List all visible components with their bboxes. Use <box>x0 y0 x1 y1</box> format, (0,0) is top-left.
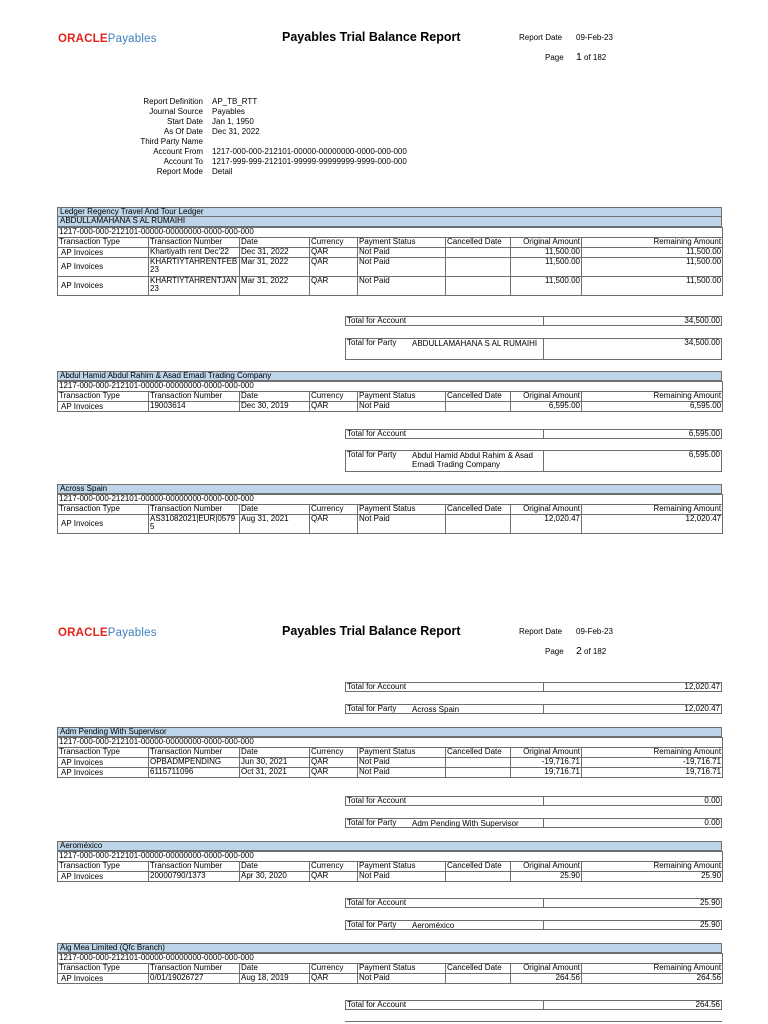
transactions-table <box>57 494 723 534</box>
total-for-account: Total for Account 25.90 <box>347 898 720 907</box>
page-number: 2 <box>576 645 582 657</box>
col-header: Date <box>240 238 310 248</box>
divider <box>543 705 544 713</box>
party-name: Aeroméxico <box>57 841 722 851</box>
col-header: Date <box>240 505 310 515</box>
party-name: Abdul Hamid Abdul Rahim & Asad Emadi Trading Company <box>57 371 722 381</box>
report-date-label: Report Date <box>519 627 563 636</box>
party-section <box>57 943 722 984</box>
table-row: AP Invoices 19003614 Dec 30, 2019 QAR Not Paid 6,595.00 6,595.00 <box>58 402 723 412</box>
col-header: Transaction Number <box>149 748 240 758</box>
transactions-table <box>57 227 723 296</box>
party-name: Adm Pending With Supervisor <box>57 727 722 737</box>
ledger-name: Ledger Regency Travel And Tour Ledger <box>57 207 722 217</box>
divider <box>543 683 544 691</box>
page-number: 1 <box>576 51 582 63</box>
col-header: Original Amount <box>511 964 582 974</box>
divider <box>543 451 544 471</box>
col-header: Cancelled Date <box>446 964 511 974</box>
col-header: Date <box>240 862 310 872</box>
party-section <box>57 371 722 412</box>
table-header-row <box>58 748 723 758</box>
report-date-value: 09-Feb-23 <box>576 33 613 42</box>
param-row: As Of Date Dec 31, 2022 <box>163 127 260 136</box>
total-for-account: Total for Account 12,020.47 <box>347 682 720 691</box>
divider <box>543 339 544 359</box>
col-header: Cancelled Date <box>446 748 511 758</box>
party-section <box>57 727 722 778</box>
col-header: Original Amount <box>511 238 582 248</box>
transactions-table <box>57 851 723 882</box>
divider <box>543 430 544 438</box>
party-name: ABDULLAMAHANA S AL RUMAIHI <box>57 217 722 227</box>
report-date-value: 09-Feb-23 <box>576 627 613 636</box>
col-header: Cancelled Date <box>446 505 511 515</box>
col-header: Original Amount <box>511 392 582 402</box>
col-header: Currency <box>310 238 358 248</box>
col-header: Payment Status <box>358 748 446 758</box>
col-header: Date <box>240 392 310 402</box>
total-for-account: Total for Account 34,500.00 <box>347 316 720 325</box>
page-of-total: of 182 <box>584 647 607 656</box>
transactions-table <box>57 381 723 412</box>
col-header: Currency <box>310 505 358 515</box>
col-header: Payment Status <box>358 238 446 248</box>
party-section <box>57 207 722 296</box>
total-for-party: Total for Party Adm Pending With Supervisor 0.00 <box>347 818 720 828</box>
col-header: Date <box>240 748 310 758</box>
col-header: Transaction Type <box>58 392 149 402</box>
total-for-account: Total for Account 264.56 <box>347 1000 720 1009</box>
divider <box>543 797 544 805</box>
col-header: Currency <box>310 964 358 974</box>
col-header: Remaining Amount <box>582 748 723 758</box>
col-header: Currency <box>310 862 358 872</box>
table-header-row <box>58 238 723 248</box>
col-header: Remaining Amount <box>582 862 723 872</box>
col-header: Transaction Number <box>149 964 240 974</box>
table-row: AP Invoices KHARTIYTAHRENTJAN23 Mar 31, 2022 QAR Not Paid 11,500.00 11,500.00 <box>58 277 723 296</box>
table-header-row <box>58 392 723 402</box>
col-header: Transaction Number <box>149 862 240 872</box>
param-row: Start Date Jan 1, 1950 <box>166 117 254 126</box>
divider <box>543 317 544 325</box>
param-row: Journal Source Payables <box>149 107 245 116</box>
col-header: Transaction Type <box>58 964 149 974</box>
table-header-row <box>58 964 723 974</box>
total-for-party: Total for Party Aeroméxico 25.90 <box>347 920 720 930</box>
report-title: Payables Trial Balance Report <box>282 624 461 638</box>
col-header: Transaction Number <box>149 238 240 248</box>
param-row: Report Definition AP_TB_RTT <box>143 97 258 106</box>
col-header: Transaction Type <box>58 505 149 515</box>
page-1-header <box>0 30 768 103</box>
param-row: Account To 1217-999-999-212101-99999-99999999-9999-000-000 <box>163 157 407 166</box>
col-header: Remaining Amount <box>582 392 723 402</box>
col-header: Payment Status <box>358 505 446 515</box>
col-header: Transaction Type <box>58 862 149 872</box>
table-row: AP Invoices Khartiyath rent Dec'22 Dec 31, 2022 QAR Not Paid 11,500.00 11,500.00 <box>58 248 723 258</box>
divider <box>543 819 544 827</box>
page-of-total: of 182 <box>584 53 607 62</box>
col-header: Remaining Amount <box>582 238 723 248</box>
account-code: 1217-000-000-212101-00000-00000000-0000-000-000 <box>58 228 723 238</box>
divider <box>543 1001 544 1009</box>
account-code: 1217-000-000-212101-00000-00000000-0000-000-000 <box>58 954 723 964</box>
table-row: AP Invoices KHARTIYTAHRENTFEB23 Mar 31, 2022 QAR Not Paid 11,500.00 11,500.00 <box>58 258 723 277</box>
report-date-label: Report Date <box>519 33 563 42</box>
col-header: Remaining Amount <box>582 964 723 974</box>
total-for-account: Total for Account 0.00 <box>347 796 720 805</box>
total-for-party-edge <box>345 1021 722 1022</box>
report-parameters <box>100 97 500 177</box>
col-header: Transaction Type <box>58 238 149 248</box>
oracle-payables-logo: ORACLEPayables <box>58 627 157 639</box>
col-header: Cancelled Date <box>446 392 511 402</box>
col-header: Cancelled Date <box>446 862 511 872</box>
col-header: Remaining Amount <box>582 505 723 515</box>
total-for-account: Total for Account 6,595.00 <box>347 429 720 438</box>
table-row: AP Invoices OPBADMPENDING Jun 30, 2021 QAR Not Paid -19,716.71 -19,716.71 <box>58 758 723 768</box>
total-for-party: Total for Party Abdul Hamid Abdul Rahim & Asad Emadi Trading Company 6,595.00 <box>345 450 722 472</box>
col-header: Transaction Type <box>58 748 149 758</box>
col-header: Transaction Number <box>149 505 240 515</box>
table-row: AP Invoices 6115711096 Oct 31, 2021 QAR Not Paid 19,716.71 19,716.71 <box>58 768 723 778</box>
account-code: 1217-000-000-212101-00000-00000000-0000-000-000 <box>58 852 723 862</box>
account-code: 1217-000-000-212101-00000-00000000-0000-000-000 <box>58 495 723 505</box>
param-row: Account From 1217-000-000-212101-00000-00000000-0000-000-000 <box>153 147 407 156</box>
table-row: AP Invoices AS31082021|EUR|05795 Aug 31, 2021 QAR Not Paid 12,020.47 12,020.47 <box>58 515 723 534</box>
col-header: Cancelled Date <box>446 238 511 248</box>
col-header: Original Amount <box>511 505 582 515</box>
param-row: Report Mode Detail <box>156 167 233 176</box>
page-label: Page <box>545 647 564 656</box>
party-section <box>57 484 722 534</box>
col-header: Date <box>240 964 310 974</box>
total-for-party: Total for Party ABDULLAMAHANA S AL RUMAIHI 34,500.00 <box>345 338 722 360</box>
transactions-table <box>57 737 723 778</box>
col-header: Payment Status <box>358 392 446 402</box>
page-label: Page <box>545 53 564 62</box>
table-row: AP Invoices 20000790/1373 Apr 30, 2020 QAR Not Paid 25.90 25.90 <box>58 872 723 882</box>
oracle-payables-logo: ORACLEPayables <box>58 33 157 45</box>
divider <box>543 899 544 907</box>
report-title: Payables Trial Balance Report <box>282 30 461 44</box>
col-header: Payment Status <box>358 964 446 974</box>
transactions-table <box>57 953 723 984</box>
table-header-row <box>58 505 723 515</box>
col-header: Original Amount <box>511 862 582 872</box>
col-header: Currency <box>310 748 358 758</box>
total-for-party: Total for Party Across Spain 12,020.47 <box>347 704 720 714</box>
col-header: Payment Status <box>358 862 446 872</box>
account-code: 1217-000-000-212101-00000-00000000-0000-000-000 <box>58 382 723 392</box>
account-code: 1217-000-000-212101-00000-00000000-0000-000-000 <box>58 738 723 748</box>
divider <box>543 921 544 929</box>
col-header: Currency <box>310 392 358 402</box>
party-section <box>57 841 722 882</box>
table-header-row <box>58 862 723 872</box>
table-row: AP Invoices 0/01/19026727 Aug 18, 2019 QAR Not Paid 264.56 264.56 <box>58 974 723 984</box>
col-header: Transaction Number <box>149 392 240 402</box>
party-name: Across Spain <box>57 484 722 494</box>
party-name: Aig Mea Limited (Qfc Branch) <box>57 943 722 953</box>
col-header: Original Amount <box>511 748 582 758</box>
param-row: Third Party Name <box>140 137 203 146</box>
